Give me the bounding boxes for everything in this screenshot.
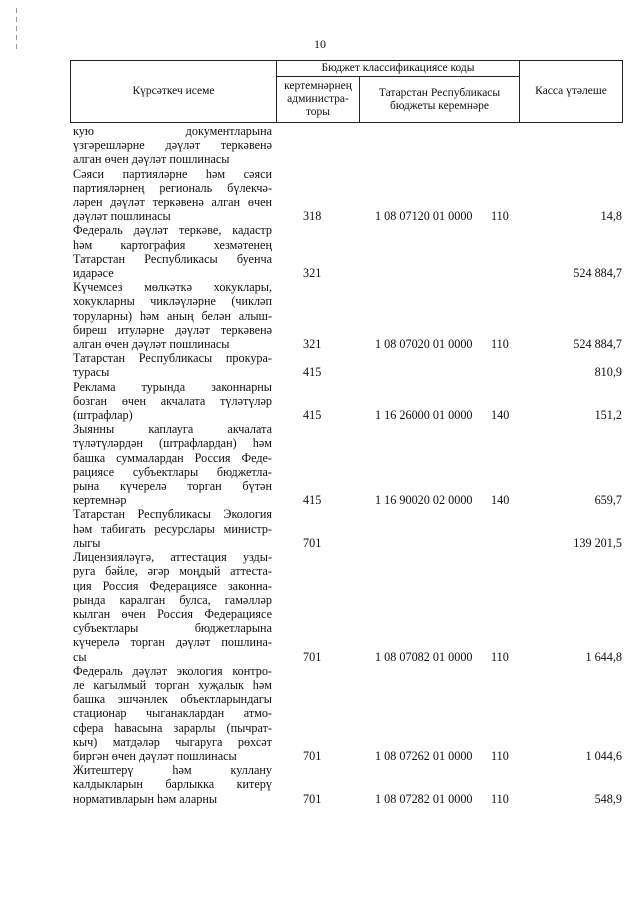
row-name-line: калдыкларын барлыкка китерү [73, 777, 272, 792]
row-name [73, 550, 272, 664]
row-name-line: Лицензияләүгә, аттестация узды- [73, 550, 272, 565]
revenue-code: 1 16 26000 01 0000 [375, 408, 473, 423]
table-body [73, 124, 622, 806]
row-name-line: алган өчен дәүләт пошлинасы [73, 337, 230, 352]
row-name-line: руга бәйле, әгәр моңдый аттеста- [73, 564, 272, 579]
row-name-line: Күчемсез мөлкәткә хокуклары, [73, 280, 272, 295]
kbk-code: 110 [491, 791, 509, 806]
cash-header: Касса үтәлеше [520, 61, 623, 123]
table-row [73, 550, 622, 664]
table-row [73, 664, 622, 763]
indicator-header: Күрсәткеч исеме [71, 61, 277, 123]
row-name-line: сфера һавасына зарарлы (пычрат- [73, 720, 272, 735]
table-row [73, 351, 622, 379]
row-name-line: Зыянны каплауга акчалата [73, 422, 272, 437]
admin-code: 321 [303, 266, 322, 281]
kbk-code: 110 [491, 209, 509, 224]
revenue-code: 1 08 07282 01 0000 [375, 791, 473, 806]
table-row [73, 422, 622, 507]
cash-amount: 1 644,8 [585, 649, 622, 664]
admin-code: 701 [303, 791, 322, 806]
row-name-line: Татарстан Республикасы Экология [73, 507, 272, 522]
row-name-line: Сәяси партияләрне һәм сәяси [73, 166, 272, 181]
cash-amount: 524 884,7 [573, 266, 622, 281]
revenue-code: 1 16 90020 02 0000 [375, 493, 473, 508]
kbk-code: 110 [491, 337, 509, 352]
row-name-line: һәм табигать ресурслары министр- [73, 521, 272, 536]
table-header [70, 60, 623, 123]
cash-amount: 1 044,6 [585, 748, 622, 763]
row-name-line: алган өчен дәүләт пошлинасы [73, 152, 230, 167]
row-name-line: биреш итуләрне дәүләт теркәвенә [73, 322, 272, 337]
cash-amount: 14,8 [600, 209, 622, 224]
row-name-line: сы [73, 649, 87, 664]
row-name-line: хокукларны чикләүләрне (чикләп [73, 294, 272, 309]
admin-code: 415 [303, 365, 322, 380]
revenue-code: 1 08 07082 01 0000 [375, 649, 473, 664]
table-row [73, 167, 622, 224]
row-name-line: кыч) матдәләр чыгаруга рөхсәт [73, 734, 272, 749]
row-name-line: субъектлары бюджетларына [73, 621, 272, 636]
row-name-line: кылган өчен Россия Федерациясе [73, 606, 272, 621]
admin-code: 701 [303, 649, 322, 664]
row-name-line: ләрен дәүләт теркәвенә алган өчен [73, 195, 272, 210]
row-name-line: кую документларына [73, 124, 272, 138]
budget-class-header: Бюджет классификациясе коды [277, 61, 520, 77]
row-name-line: бозган өчен акчалата түләтүләр [73, 393, 272, 408]
row-name-line: Федераль дәүләт экология контро- [73, 663, 272, 678]
row-name-line: турасы [73, 365, 110, 380]
revenue-code: 1 08 07120 01 0000 [375, 209, 473, 224]
row-name-line: лыгы [73, 535, 101, 550]
table-row [73, 380, 622, 423]
row-name-line: торуларны) һәм аның белән алыш- [73, 308, 272, 323]
kbk-code: 140 [491, 408, 510, 423]
row-name-line: башка суммалардан Россия Феде- [73, 450, 272, 465]
kbk-code: 110 [491, 748, 509, 763]
cash-amount: 139 201,5 [573, 535, 622, 550]
table-row [73, 763, 622, 806]
admin-code: 318 [303, 209, 322, 224]
row-name-line: биргән өчен дәүләт пошлинасы [73, 748, 237, 763]
admin-code: 321 [303, 337, 322, 352]
row-name-line: Татарстан Республикасы буенча [73, 251, 272, 266]
admin-code: 415 [303, 408, 322, 423]
revenue-code: 1 08 07020 01 0000 [375, 337, 473, 352]
table-row [73, 124, 622, 167]
row-name-line: партияләрнең региональ бүлекчә- [73, 180, 272, 195]
kbk-code: 140 [491, 493, 510, 508]
row-name-line: Реклама турында законнарны [73, 379, 272, 394]
table-row [73, 223, 622, 280]
cash-amount: 659,7 [594, 493, 622, 508]
page-number: 10 [314, 37, 326, 51]
row-name-line: нормативларын һәм аларны [73, 791, 218, 806]
cash-amount: 524 884,7 [573, 337, 622, 352]
row-name-line: ле кагылмый торган хуҗалык һәм [73, 677, 272, 692]
row-name-line: күчерелә торган дәүләт пошлина- [73, 635, 272, 650]
row-name-line: рына күчерелә торган бүтән [73, 479, 272, 494]
row-name-line: һәм картография хезмәтенең [73, 237, 272, 252]
row-name-line: дәүләт пошлинасы [73, 209, 171, 224]
admin-code: 701 [303, 535, 322, 550]
admin-code: 701 [303, 748, 322, 763]
row-name-line: үзгәрешләрне дәүләт теркәвенә [73, 138, 272, 153]
row-name-line: кертемнәр [73, 493, 127, 508]
row-name-line: (штрафлар) [73, 408, 133, 423]
cash-amount: 548,9 [594, 791, 622, 806]
cash-amount: 151,2 [594, 408, 622, 423]
admin-header: кертемнәрнең администра-торы [277, 77, 360, 123]
row-name-line: башка эшчәнлек объектларындагы [73, 692, 272, 707]
row-name-line: Татарстан Республикасы прокура- [73, 351, 272, 366]
row-name-line: идарәсе [73, 266, 114, 281]
row-name-line: Федераль дәүләт теркәве, кадастр [73, 223, 272, 238]
table-row [73, 507, 622, 550]
row-name-line: түләтүләрдән (штрафлардан) һәм [73, 436, 272, 451]
admin-code: 415 [303, 493, 322, 508]
row-name-line: стационар чыганаклардан атмо- [73, 706, 272, 721]
kbk-code: 110 [491, 649, 509, 664]
revenue-code: 1 08 07262 01 0000 [375, 748, 473, 763]
revenue-header: Татарстан Республикасы бюджеты керемнәре [360, 77, 520, 123]
row-name-line: рында каралган булса, гамәлләр [73, 592, 272, 607]
row-name-line: ция Россия Федерациясе законна- [73, 578, 272, 593]
row-name-line: Житештерү һәм куллану [73, 763, 272, 778]
row-name-line: рациясе субъектлары бюджетла- [73, 464, 272, 479]
cash-amount: 810,9 [594, 365, 622, 380]
table-row [73, 280, 622, 351]
